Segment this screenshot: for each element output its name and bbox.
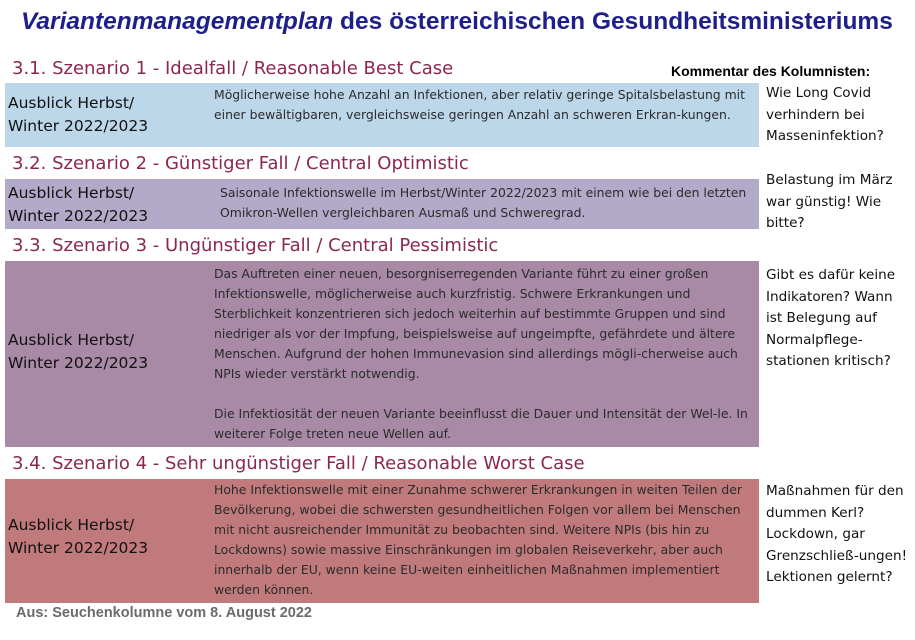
scenario-1-comment: Wie Long Covid verhindern bei Masseninfektion? [766, 85, 884, 144]
scenario-3-label-line2: Winter 2022/2023 [8, 354, 149, 372]
scenario-3-label [8, 329, 148, 375]
scenario-3-text-2: Die Infektiosität der neuen Variante beeinflusst die Dauer und Intensität der Wel-le. In weiterer Folge treten neue Wellen auf. [214, 406, 748, 441]
source-note: Aus: Seuchenkolumne vom 8. August 2022 [16, 605, 312, 621]
scenario-3-band [5, 261, 759, 447]
scenario-1-text: Möglicherweise hohe Anzahl an Infektionen, aber relativ geringe Spitalsbelastung mit einer bewältigbaren, vergleichsweise geringen Anzahl an schweren Erkran-kungen. [214, 87, 745, 122]
scenario-2-label-line2: Winter 2022/2023 [8, 207, 149, 225]
comment-header: Kommentar des Kolumnisten: [671, 63, 871, 79]
scenario-4-heading: 3.4. Szenario 4 - Sehr ungünstiger Fall / Reasonable Worst Case [12, 453, 585, 474]
scenario-2-band [5, 179, 759, 229]
scenario-2-comment: Belastung im März war günstig! Wie bitte? [766, 172, 893, 231]
scenario-2-text: Saisonale Infektionswelle im Herbst/Winter 2022/2023 mit einem wie bei den letzten Omikron-Wellen vergleichbaren Ausmaß und Schweregrad. [220, 185, 747, 220]
scenario-4-band [5, 479, 759, 603]
scenario-1-label [8, 92, 148, 138]
scenario-1-heading: 3.1. Szenario 1 - Idealfall / Reasonable Best Case [12, 58, 454, 79]
scenario-1-label-line1: Ausblick Herbst/ [8, 94, 135, 112]
scenario-4-label-line1: Ausblick Herbst/ [8, 516, 135, 534]
scenario-1-label-line2: Winter 2022/2023 [8, 117, 149, 135]
scenario-1-band [5, 83, 759, 147]
scenario-3-comment: Gibt es dafür keine Indikatoren? Wann ist Belegung auf Normalpflege-stationen kritisch? [766, 267, 896, 369]
title-rest: des österreichischen Gesundheitsministeriums [333, 8, 893, 35]
scenario-4-label [8, 514, 148, 560]
scenario-3-label-line1: Ausblick Herbst/ [8, 331, 135, 349]
scenario-4-label-line2: Winter 2022/2023 [8, 539, 149, 557]
scenario-3-heading: 3.3. Szenario 3 - Ungünstiger Fall / Central Pessimistic [12, 235, 499, 256]
scenario-3-text: Das Auftreten einer neuen, besorgniserregenden Variante führt zu einer großen Infektionswelle, möglicherweise auch kurzfristig. Schwere Erkrankungen und Sterblichkeit konzentrieren sich jedoch weiterhin auf bestimmte Gruppen und sind niedriger als vor der Impfung, beispielsweise auf ungeimpfte, gefährdete und ältere Menschen. Aufgrund der hohen Immunevasion sind allerdings mögli-cherweise auch NPIs wieder verstärkt notwendig. [214, 266, 738, 381]
title-emphasis: Variantenmanagementplan [21, 8, 334, 35]
scenario-2-heading: 3.2. Szenario 2 - Günstiger Fall / Central Optimistic [12, 153, 469, 174]
scenario-4-comment: Maßnahmen für den dummen Kerl? Lockdown, gar Grenzschließ-ungen! Lektionen gelernt? [766, 483, 908, 585]
scenario-2-label-line1: Ausblick Herbst/ [8, 184, 135, 202]
page-title [21, 8, 901, 36]
scenario-2-label [8, 182, 148, 228]
scenario-4-text: Hohe Infektionswelle mit einer Zunahme schwerer Erkrankungen in weiten Teilen der Bevölkerung, wobei die schwersten gesundheitlichen Folgen vor allem bei Menschen mit nicht ausreichender Immunität zu beobachten sind. Weitere NPIs (bis hin zu Lockdowns) sowie massive Einschränkungen im globalen Reiseverkehr, aber auch innerhalb der EU, wenn keine EU-weiten einheitlichen Maßnahmen implementiert werden können. [214, 482, 742, 597]
